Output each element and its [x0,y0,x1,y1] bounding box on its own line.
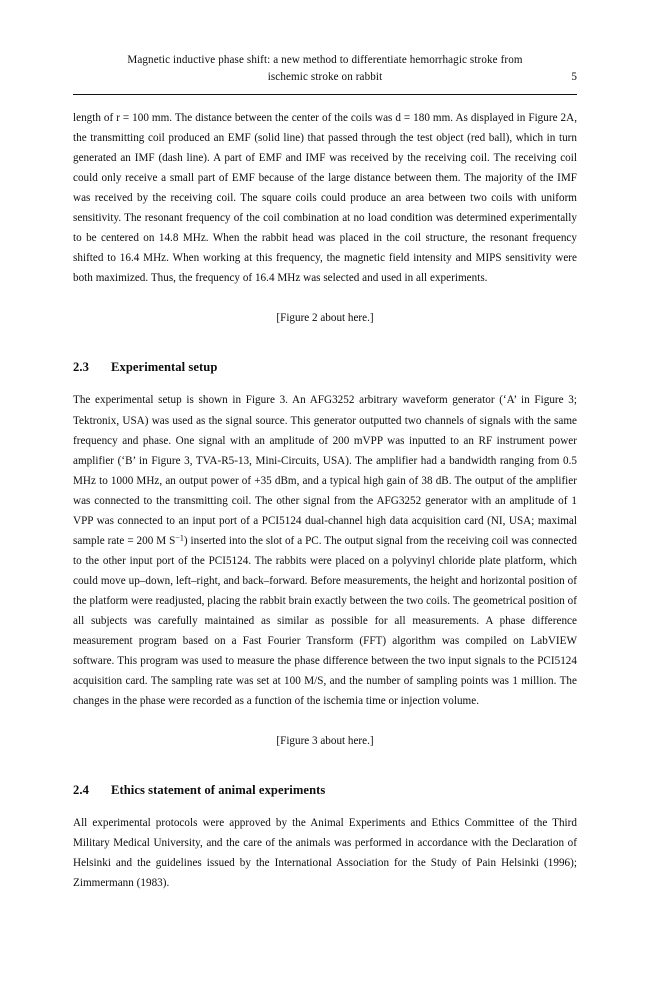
paragraph-experimental-setup-part-a: The experimental setup is shown in Figure 3. An AFG3252 arbitrary waveform generator (‘A’ in Figure 3; Tektronix, USA) was used as the signal source. This generator outputted two channels of signals with the same frequency and phase. One signal with an amplitude of 200 mVPP was inputted to an RF instrument power amplifier (‘B’ in Figure 3, TVA-R5-13, Mini-Circuits, USA). The amplifier had a bandwidth ranging from 0.5 MHz to 1000 MHz, an output power of +35 dBm, and a typical high gain of 38 dB. The output of the amplifier was connected to the transmitting coil. The other signal from the AFG3252 generator with an amplitude of 1 VPP was connected to an input port of a PCI5124 dual-channel high data acquisition card (NI, USA; maximal sample rate = 200 M S [73,394,577,547]
running-header [73,52,577,85]
section-title-2-3: Experimental setup [111,360,218,375]
paragraph-experimental-setup [73,390,577,711]
spacer [73,328,577,357]
paragraph-experimental-setup-part-b: ) inserted into the slot of a PC. The output signal from the receiving coil was connected to the other input port of the PCI5124. The rabbits were placed on a polyvinyl chloride plate platform, which could move up–down, left–right, and back–forward. Before measurements, the height and horizontal position of the platform were readjusted, placing the rabbit brain exactly between the two coils. The geometrical position of all subjects was carefully maintained as similar as possible for all measurements. A phase difference measurement program based on a Fast Fourier Transform (FFT) algorithm was compiled on LabVIEW software. This program was used to measure the phase difference between the two input signals to the PCI5124 acquisition card. The sampling rate was set at 100 M/S, and the number of sampling points was 1 million. The changes in the phase were recorded as a function of the ischemia time or injection volume. [73,534,577,708]
page-number: 5 [571,70,577,83]
section-heading-2-3 [73,357,577,377]
paragraph-continuation: length of r = 100 mm. The distance between the center of the coils was d = 180 mm. As displayed in Figure 2A, the transmitting coil produced an EMF (solid line) that passed through the test object (red ball), which in turn generated an IMF (dash line). A part of EMF and IMF was received by the receiving coil. The receiving coil could only receive a small part of EMF because of the large distance between them. The majority of the IMF was received by the receiving coil. The square coils could produce an area between two coils with uniform sensitivity. The resonant frequency of the coil combination at no load condition was determined experimentally to be centered on 14.8 MHz. When the rabbit head was placed in the coil structure, the resonant frequency shifted to 16.4 MHz. When working at this frequency, the magnetic field intensity and MIPS sensitivity were both maximized. Thus, the frequency of 16.4 MHz was selected and used in all experiments. [73,112,577,285]
section-number-2-4: 2.4 [73,783,89,798]
figure-3-placeholder-note: [Figure 3 about here.] [276,735,374,748]
text-column [73,108,577,893]
header-rule [73,94,577,95]
spacer [73,288,577,308]
spacer [73,800,577,813]
spacer [73,751,577,780]
superscript-minus-one: −1 [175,533,184,543]
spacer [73,711,577,731]
section-title-2-4: Ethics statement of animal experiments [111,783,326,798]
section-number-2-3: 2.3 [73,360,89,375]
paragraph-ethics-statement: All experimental protocols were approved by the Animal Experiments and Ethics Committee of the Third Military Medical University, and the care of the animals was performed in accordance with the Declaration of Helsinki and the guidelines issued by the International Association for the Study of Pain Helsinki (1996); Zimmermann (1983). [73,817,577,890]
running-header-title-line2 [73,69,577,86]
figure-2-placeholder-note: [Figure 2 about here.] [276,312,374,325]
section-heading-2-4 [73,780,577,800]
running-header-title-line1: Magnetic inductive phase shift: a new method to differentiate hemorrhagic stroke from [127,54,523,66]
running-header-title-line2-text: ischemic stroke on rabbit [267,70,383,83]
spacer [73,377,577,390]
